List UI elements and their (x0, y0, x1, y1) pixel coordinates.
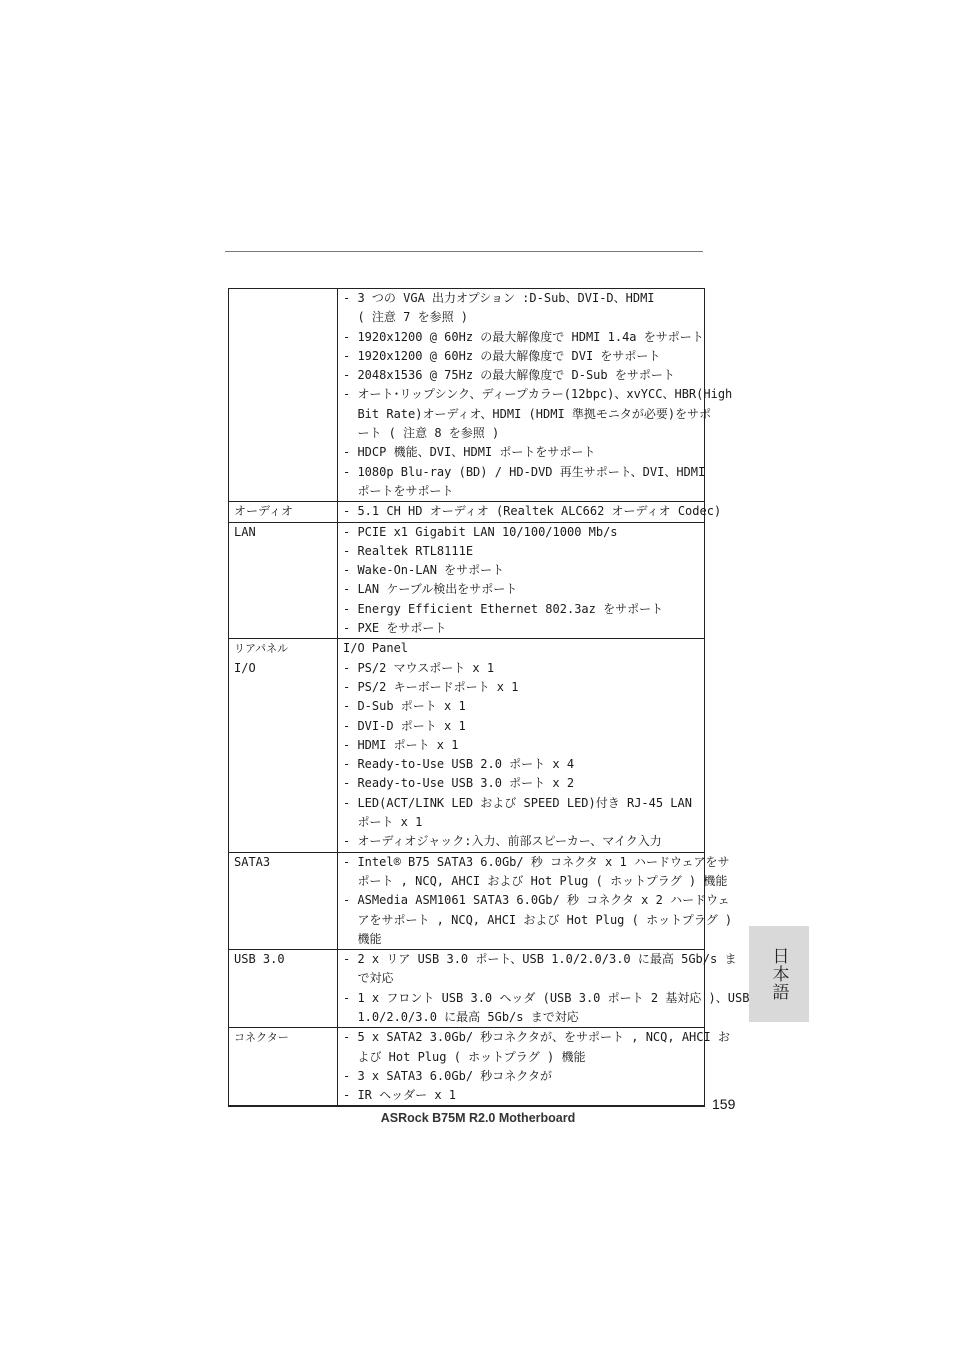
language-side-tab (749, 926, 809, 1022)
page-number: 159 (712, 1096, 736, 1112)
row-content: - 5 x SATA2 3.0Gb/ 秒コネクタが、をサポート , NCQ, AHCI お よび Hot Plug ( ホットプラグ ) 機能 - 3 x SATA3 6.0Gb/ 秒コネクタが - IR ヘッダー x 1 (338, 1028, 705, 1106)
table-row (229, 950, 705, 1028)
table-row (229, 289, 705, 502)
table-row (229, 502, 705, 522)
bottom-rule (228, 1106, 705, 1107)
row-content: I/O Panel - PS/2 マウスポート x 1 - PS/2 キーボードポート x 1 - D-Sub ポート x 1 - DVI-D ポート x 1 - HDMI ポート x 1 - Ready-to-Use USB 2.0 ポート x 4 - Ready-to-Use USB 3.0 ポート x 2 - LED(ACT/LINK LED および SPEED LED)付き RJ-45 LAN ポート x 1 - オーディオジャック:入力、前部スピーカー、マイク入力 (338, 639, 705, 852)
row-label: LAN (229, 522, 338, 639)
row-label: リアパネル I/O (229, 639, 338, 852)
row-content: - Intel® B75 SATA3 6.0Gb/ 秒 コネクタ x 1 ハードウェアをサ ポート , NCQ, AHCI および Hot Plug ( ホットプラグ ) 機能 - ASMedia ASM1061 SATA3 6.0Gb/ 秒 コネクタ x 2 ハードウェ アをサポート , NCQ, AHCI および Hot Plug ( ホットプラグ ) 機能 (338, 852, 705, 949)
footer-title: ASRock B75M R2.0 Motherboard (380, 1111, 576, 1125)
top-rule (225, 251, 703, 252)
row-content: - 3 つの VGA 出力オプション :D-Sub、DVI-D、HDMI ( 注意 7 を参照 ) - 1920x1200 @ 60Hz の最大解像度で HDMI 1.4a をサポート - 1920x1200 @ 60Hz の最大解像度で DVI をサポート - 2048x1536 @ 75Hz の最大解像度で D-Sub をサポート - オート･リップシンク、ディープカラー(12bpc)、xvYCC、HBR(High Bit Rate)オーディオ、HDMI (HDMI 準拠モニタが必要)をサポ ート ( 注意 8 を参照 ) - HDCP 機能、DVI、HDMI ポートをサポート - 1080p Blu-ray (BD) / HD-DVD 再生サポート、DVI、HDMI ポートをサポート (338, 289, 705, 502)
table-row (229, 852, 705, 949)
row-label: USB 3.0 (229, 950, 338, 1028)
row-content: - 2 x リア USB 3.0 ポート、USB 1.0/2.0/3.0 に最高 5Gb/s ま で対応 - 1 x フロント USB 3.0 ヘッダ (USB 3.0 ポート 2 基対応 )、USB 1.0/2.0/3.0 に最高 5Gb/s まで対応 (338, 950, 705, 1028)
table-row (229, 639, 705, 852)
side-tab-label: 日本語 (768, 947, 789, 1001)
row-label: コネクター (229, 1028, 338, 1106)
row-label: SATA3 (229, 852, 338, 949)
row-label (229, 289, 338, 502)
table-row (229, 1028, 705, 1106)
row-label: オーディオ (229, 502, 338, 522)
row-content: - 5.1 CH HD オーディオ (Realtek ALC662 オーディオ Codec) (338, 502, 705, 522)
table-row (229, 522, 705, 639)
row-content: - PCIE x1 Gigabit LAN 10/100/1000 Mb/s - Realtek RTL8111E - Wake-On-LAN をサポート - LAN ケーブル検出をサポート - Energy Efficient Ethernet 802.3az をサポート - PXE をサポート (338, 522, 705, 639)
